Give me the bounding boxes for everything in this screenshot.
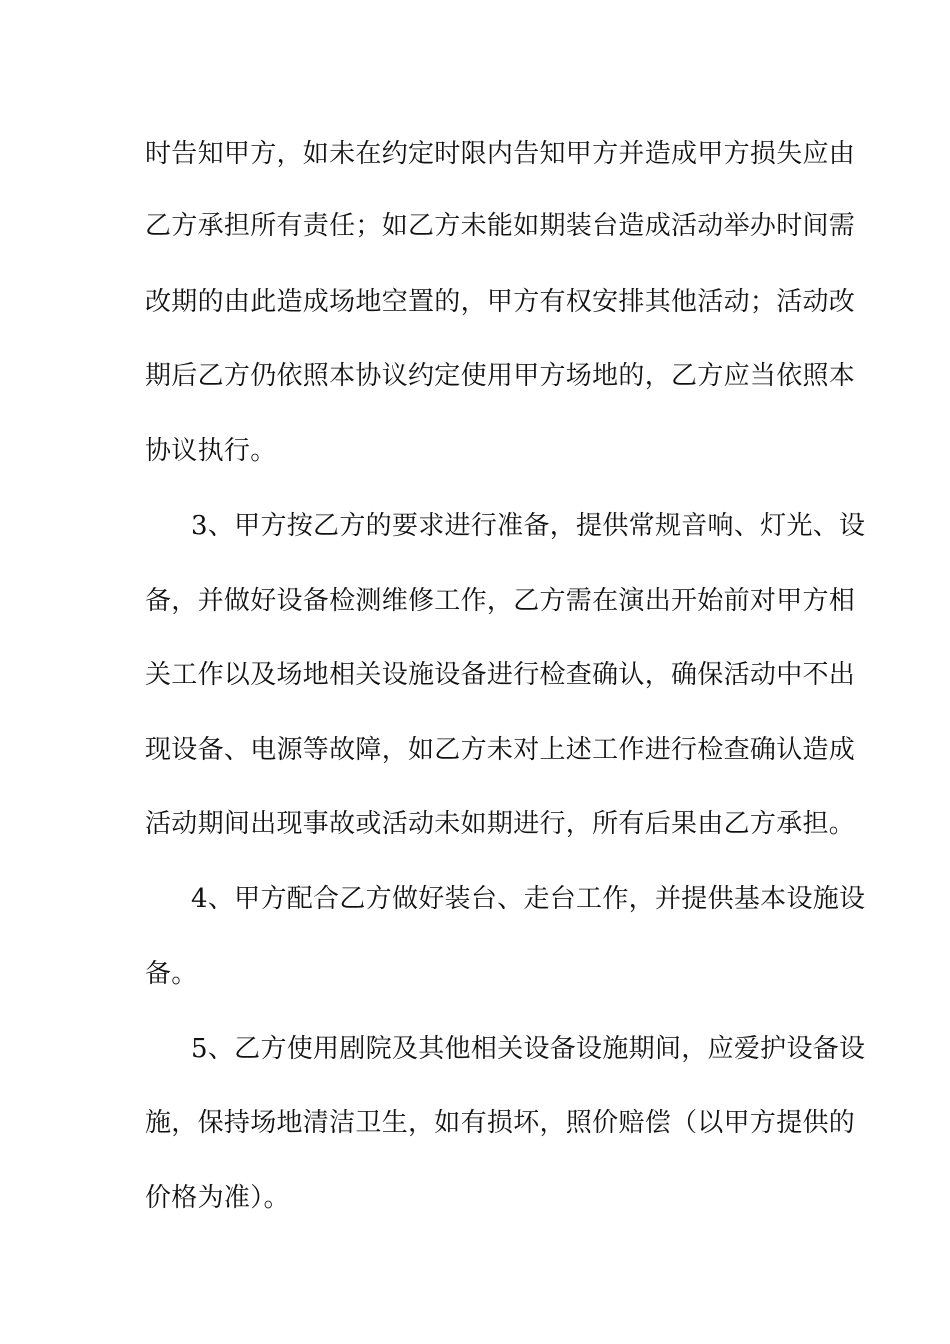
text-line: 备。 [145, 959, 198, 989]
paragraph-5-start: 5、乙方使用剧院及其他相关设备设施期间，应爱护设备设 [191, 1034, 866, 1064]
text-line: 时告知甲方，如未在约定时限内告知甲方并造成甲方损失应由 [145, 139, 856, 169]
paragraph-3-start: 3、甲方按乙方的要求进行准备，提供常规音响、灯光、设 [191, 511, 866, 541]
text-line: 乙方承担所有责任；如乙方未能如期装台造成活动举办时间需 [145, 211, 856, 241]
text-line: 期后乙方仍依照本协议约定使用甲方场地的，乙方应当依照本 [145, 361, 856, 391]
text-line: 施，保持场地清洁卫生，如有损坏，照价赔偿（以甲方提供的 [145, 1108, 856, 1138]
text-line: 活动期间出现事故或活动未如期进行，所有后果由乙方承担。 [145, 809, 856, 839]
text-line: 现设备、电源等故障，如乙方未对上述工作进行检查确认造成 [145, 735, 856, 765]
paragraph-4-start: 4、甲方配合乙方做好装台、走台工作，并提供基本设施设 [191, 884, 866, 914]
text-line: 备，并做好设备检测维修工作，乙方需在演出开始前对甲方相 [145, 586, 856, 616]
text-line: 价格为准）。 [145, 1183, 290, 1213]
text-line: 改期的由此造成场地空置的，甲方有权安排其他活动；活动改 [145, 287, 856, 317]
text-line: 关工作以及场地相关设施设备进行检查确认，确保活动中不出 [145, 660, 856, 690]
text-line: 协议执行。 [145, 436, 277, 466]
